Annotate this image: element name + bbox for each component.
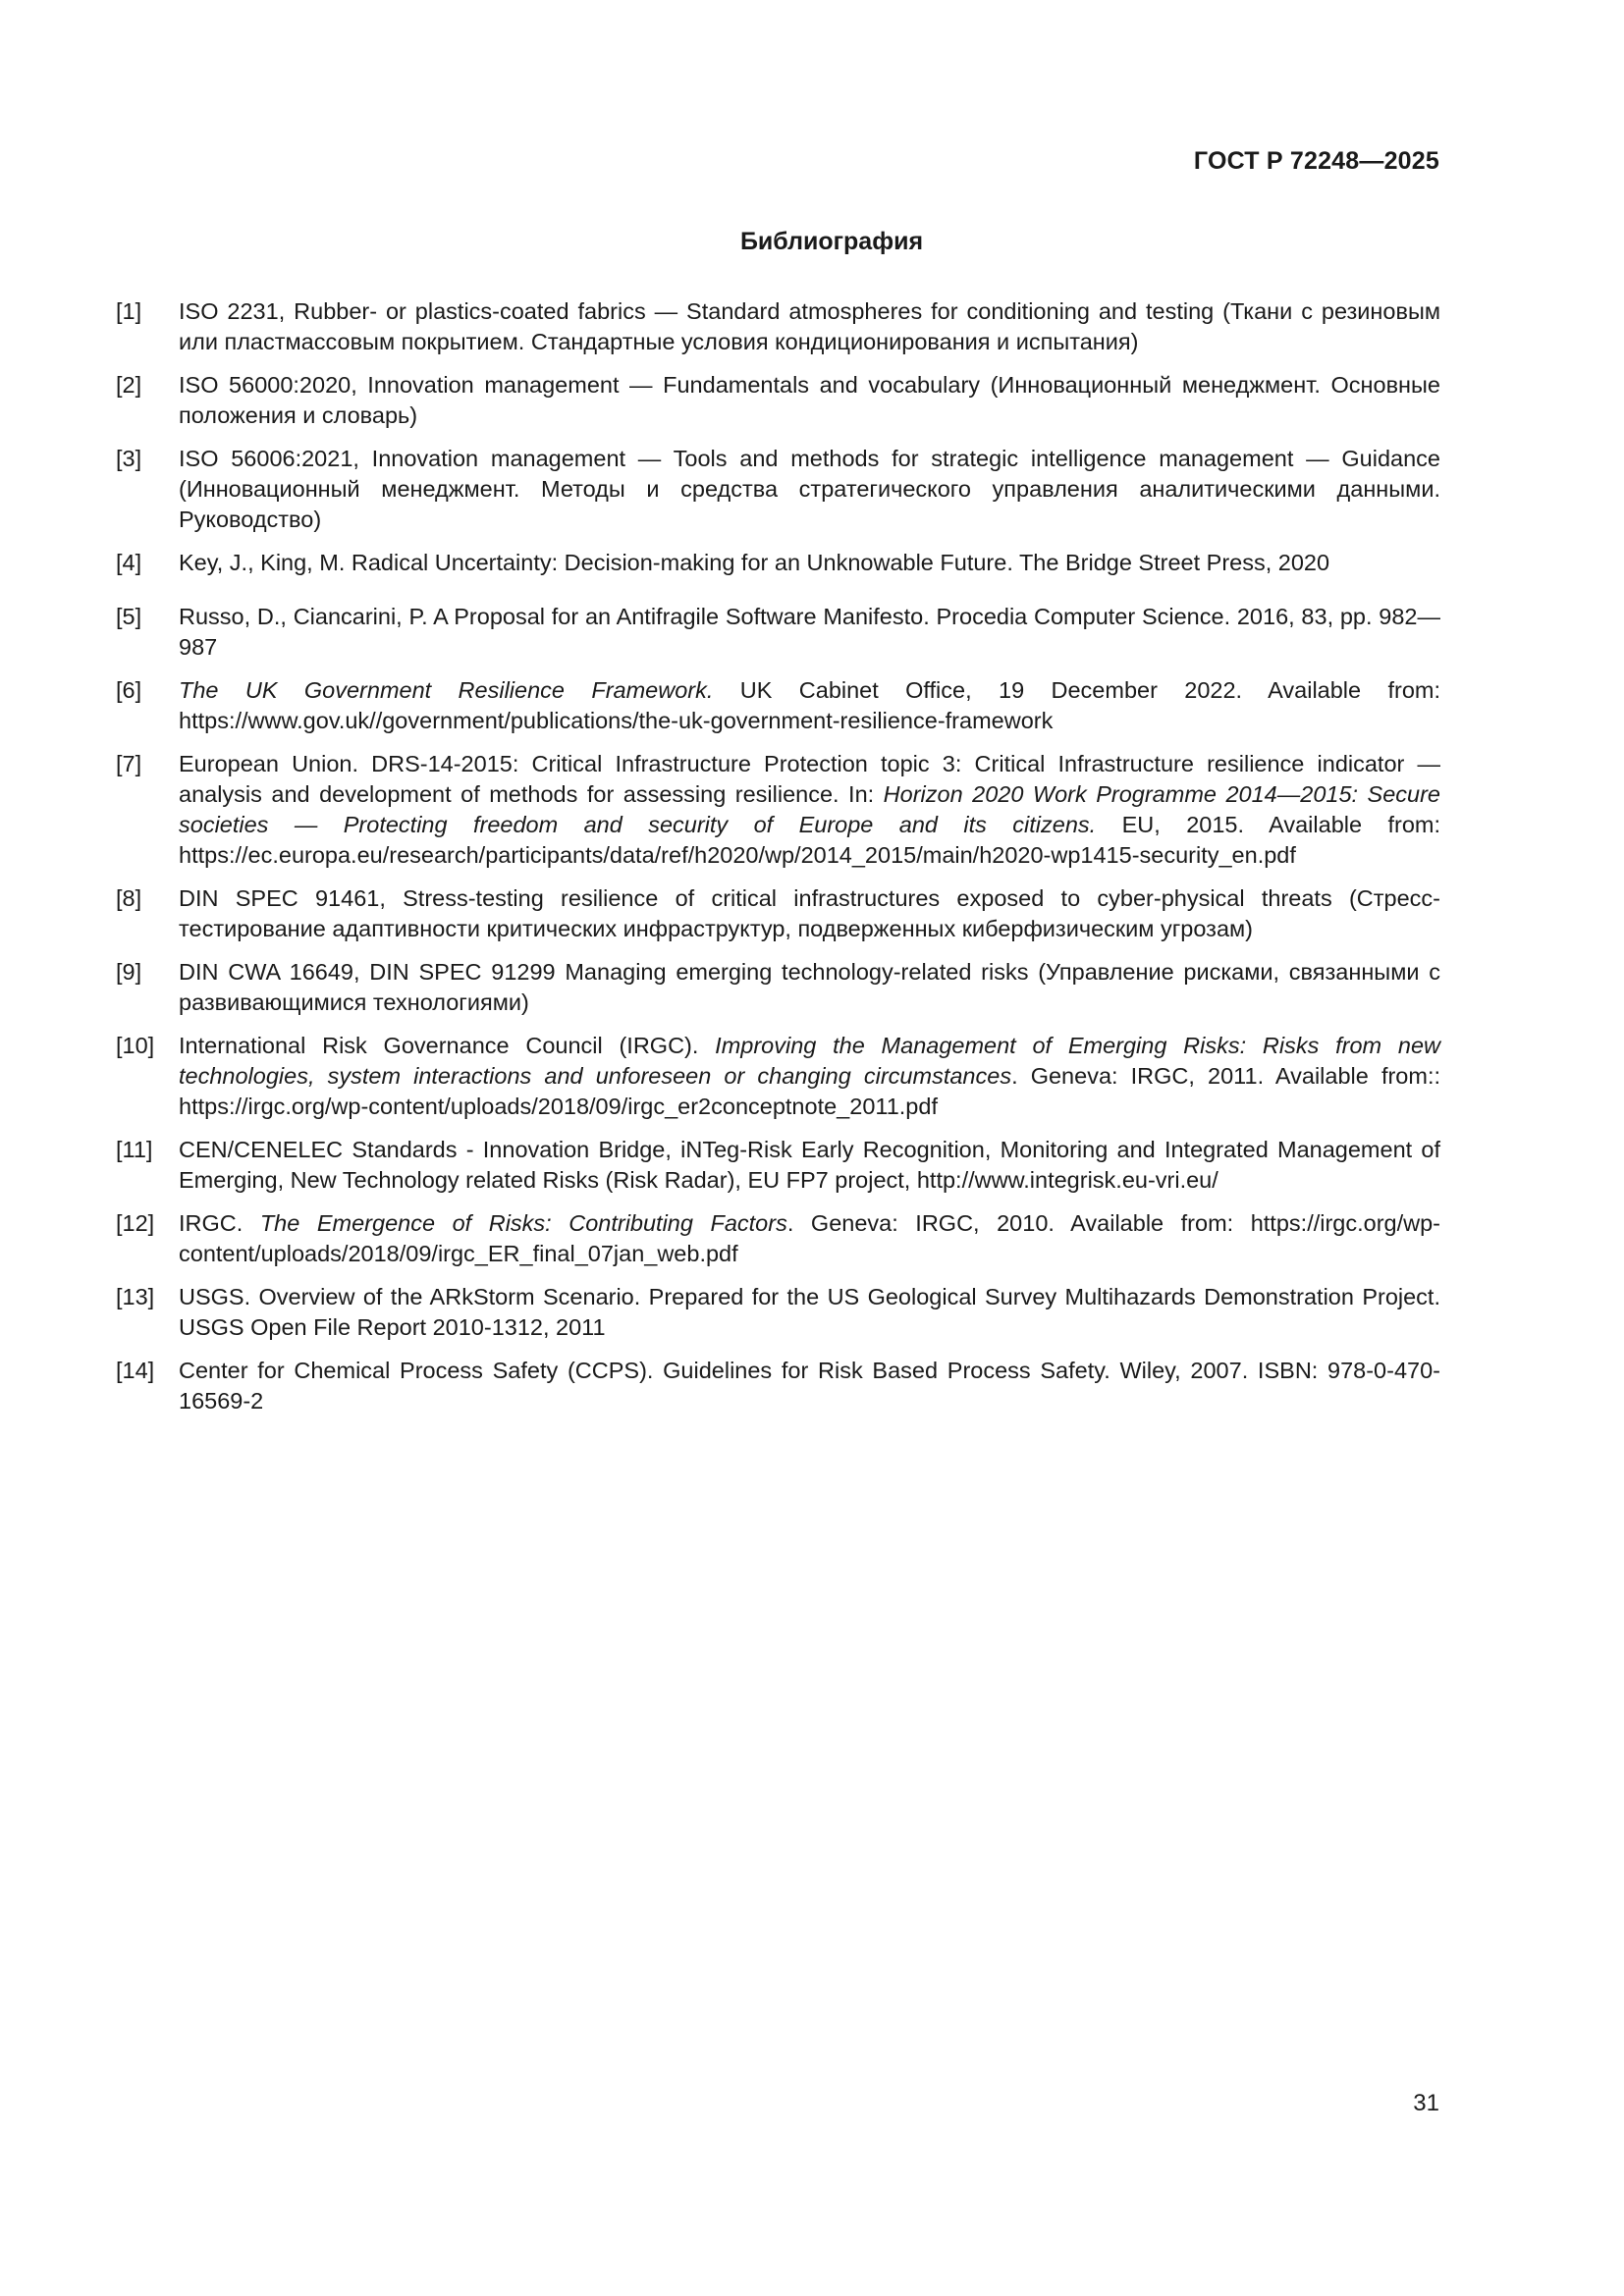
bibliography-entry — [116, 1208, 1440, 1269]
entry-text-segment: . Geneva: IRGC, 2010. Available from: https://irgc.org/wp-content/uploads/2018/09/irgc_ER_final_07jan_web.pdf — [179, 1210, 1441, 1266]
entry-text-segment: UK Cabinet Office, 19 December 2022. Available from: https://www.gov.uk//government/publications/the-uk-government-resilience-framework — [179, 677, 1440, 733]
entry-title-italic: The UK Government Resilience Framework. — [179, 677, 714, 703]
entry-number: [10] — [116, 1033, 155, 1058]
entry-number: [14] — [116, 1358, 155, 1383]
entry-text-segment: International Risk Governance Council (IRGC). — [179, 1033, 716, 1058]
entry-number: [12] — [116, 1210, 155, 1236]
entry-text — [179, 1031, 1440, 1122]
entry-number: [3] — [116, 446, 142, 471]
document-code: ГОСТ Р 72248—2025 — [1193, 147, 1439, 175]
bibliography-entry — [116, 1282, 1440, 1343]
entry-title-italic: Horizon 2020 Work Programme 2014—2015: Secure societies — Protecting freedom and security of Europe and its citizens. — [179, 781, 1441, 837]
entry-text-segment: CEN/CENELEC Standards - Innovation Bridge, iNTeg-Risk Early Recognition, Monitoring and Integrated Management of Emerging, New Technology related Risks (Risk Radar), EU FP7 project, http://www.integrisk.eu-vri.eu/ — [179, 1137, 1440, 1193]
entry-text-segment: IRGC. — [179, 1210, 260, 1236]
entry-number: [4] — [116, 550, 142, 575]
bibliography-entry — [116, 883, 1440, 944]
entry-text — [179, 444, 1440, 535]
entry-number: [2] — [116, 372, 142, 398]
entry-title-italic: Improving the Management of Emerging Risks: Risks from new technologies, system interactions and unforeseen or changing circumstances — [179, 1033, 1440, 1089]
entry-number: [9] — [116, 959, 142, 985]
bibliography-entry — [116, 296, 1440, 357]
entry-number: [13] — [116, 1284, 155, 1309]
page-number: 31 — [1413, 2090, 1439, 2116]
entry-text-segment: . Geneva: IRGC, 2011. Available from:: https://irgc.org/wp-content/uploads/2018/09/irgc_er2conceptnote_2011.pdf — [179, 1063, 1440, 1119]
entry-number: [5] — [116, 604, 142, 629]
bibliography-entry — [116, 370, 1440, 431]
entry-number: [1] — [116, 298, 142, 324]
entry-text-segment: ISO 56006:2021, Innovation management — Tools and methods for strategic intelligence management — Guidance (Инновационный менеджмент. Методы и средства стратегического управления аналитическими данными. Руководство) — [179, 446, 1440, 532]
entry-number: [8] — [116, 885, 142, 911]
entry-text-segment: DIN CWA 16649, DIN SPEC 91299 Managing emerging technology-related risks (Управление рисками, связанными с развивающимися технологиями) — [179, 959, 1440, 1015]
bibliography-entry — [116, 602, 1440, 663]
entry-text — [179, 602, 1440, 663]
entry-text-segment: DIN SPEC 91461, Stress-testing resilience of critical infrastructures exposed to cyber-physical threats (Стресс-тестирование адаптивности критических инфраструктур, подверженных киберфизическим угрозам) — [179, 885, 1440, 941]
entry-text-segment: ISO 2231, Rubber- or plastics-coated fabrics — Standard atmospheres for conditioning and testing (Ткани с резиновым или пластмассовым покрытием. Стандартные условия кондиционирования и испытания) — [179, 298, 1440, 354]
entry-text — [179, 370, 1440, 431]
entry-number: [7] — [116, 751, 142, 776]
bibliography-entry — [116, 1031, 1440, 1122]
entry-text-segment: Russo, D., Ciancarini, P. A Proposal for an Antifragile Software Manifesto. Procedia Computer Science. 2016, 83, pp. 982—987 — [179, 604, 1440, 660]
entry-text — [179, 1356, 1440, 1416]
bibliography-entry — [116, 1135, 1440, 1196]
bibliography-entry — [116, 957, 1440, 1018]
bibliography-entry — [116, 749, 1440, 871]
entry-text — [179, 296, 1440, 357]
entry-text — [179, 1208, 1440, 1269]
entry-title-italic: The Emergence of Risks: Contributing Factors — [259, 1210, 787, 1236]
bibliography-entry — [116, 548, 1440, 578]
bibliography-entry — [116, 675, 1440, 736]
bibliography-entry — [116, 444, 1440, 535]
entry-text — [179, 957, 1440, 1018]
bibliography-title: Библиография — [739, 228, 924, 255]
entry-text-segment: EU, 2015. Available from: https://ec.europa.eu/research/participants/data/ref/h2020/wp/2014_2015/main/h2020-wp1415-security_en.pdf — [179, 812, 1440, 868]
entry-text-segment: European Union. DRS-14-2015: Critical Infrastructure Protection topic 3: Critical Infrastructure resilience indicator — analysis and development of methods for assessing resilience. In: — [179, 751, 1440, 807]
entry-text — [179, 548, 1440, 578]
entry-number: [11] — [116, 1137, 153, 1162]
entry-text — [179, 675, 1440, 736]
entry-number: [6] — [116, 677, 142, 703]
entry-text — [179, 883, 1440, 944]
entry-text-segment: Key, J., King, M. Radical Uncertainty: Decision-making for an Unknowable Future. The Bridge Street Press, 2020 — [179, 550, 1330, 575]
entry-text-segment: ISO 56000:2020, Innovation management — Fundamentals and vocabulary (Инновационный менеджмент. Основные положения и словарь) — [179, 372, 1440, 428]
entry-text-segment: USGS. Overview of the ARkStorm Scenario. Prepared for the US Geological Survey Multihazards Demonstration Project. USGS Open File Report 2010-1312, 2011 — [179, 1284, 1440, 1340]
bibliography-entry — [116, 1356, 1440, 1416]
entry-text-segment: Center for Chemical Process Safety (CCPS). Guidelines for Risk Based Process Safety. Wiley, 2007. ISBN: 978-0-470-16569-2 — [179, 1358, 1440, 1414]
entry-text — [179, 1282, 1440, 1343]
bibliography-list — [116, 296, 1440, 1429]
entry-text — [179, 749, 1440, 871]
entry-text — [179, 1135, 1440, 1196]
